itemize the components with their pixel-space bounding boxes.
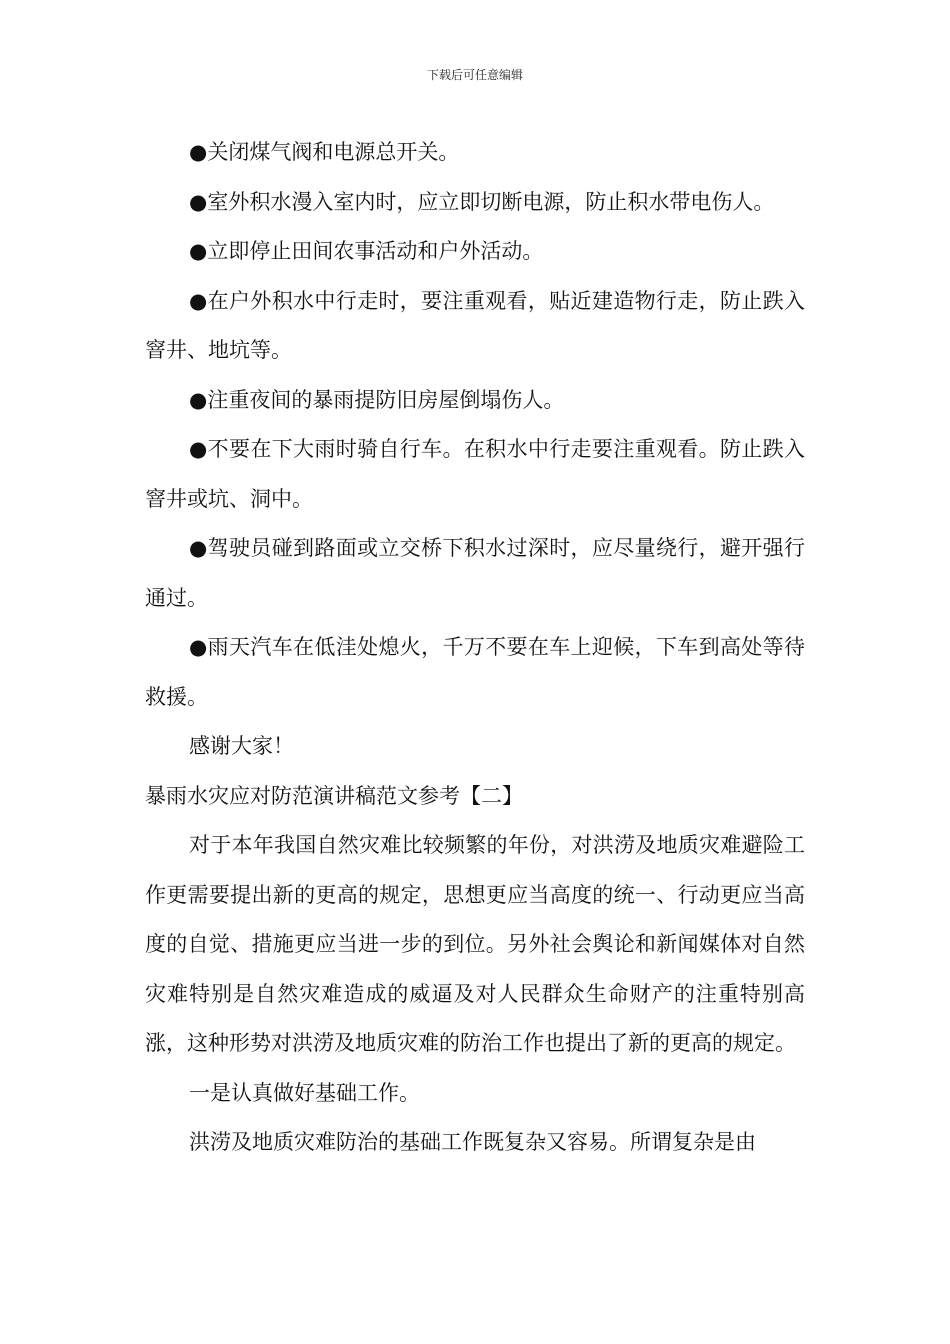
document-body xyxy=(145,128,805,1168)
paragraph-walk-in-water: ●在户外积水中行走时，要注重观看，贴近建造物行走，防止跌入窨井、地坑等。 xyxy=(145,288,805,362)
page-header-note: 下载后可任意编辑 xyxy=(426,68,523,82)
paragraph-cut-power: ●室外积水漫入室内时，应立即切断电源，防止积水带电伤人。 xyxy=(189,189,775,214)
paragraph-car-stall: ●雨天汽车在低洼处熄火，千万不要在车上迎候，下车到高处等待救援。 xyxy=(145,635,805,709)
paragraph-driver-detour: ●驾驶员碰到路面或立交桥下积水过深时，应尽量绕行，避开强行通过。 xyxy=(145,536,805,610)
paragraph-thanks: 感谢大家！ xyxy=(189,734,294,758)
paragraph-stop-outdoor-activity: ●立即停止田间农事活动和户外活动。 xyxy=(189,239,544,263)
section-title: 暴雨水灾应对防范演讲稿范文参考【二】 xyxy=(145,783,523,808)
paragraph-close-gas-valve: ●关闭煤气阀和电源总开关。 xyxy=(189,140,460,164)
paragraph-point-one: 一是认真做好基础工作。 xyxy=(189,1080,420,1105)
paragraph-basic-work: 洪涝及地质灾难防治的基础工作既复杂又容易。所谓复杂是由 xyxy=(189,1130,756,1154)
paragraph-intro: 对于本年我国自然灾难比较频繁的年份，对洪涝及地质灾难避险工作更需要提出新的更高的规定，思想更应当高度的统一、行动更应当高度的自觉、措施更应当进一步的到位。另外社会舆论和新闻媒体对自然灾难特别是自然灾难造成的威逼及对人民群众生命财产的注重特别高涨，这种形势对洪涝及地质灾难的防治工作也提出了新的更高的规定。 xyxy=(145,833,805,1055)
paragraph-no-cycling: ●不要在下大雨时骑自行车。在积水中行走要注重观看。防止跌入窨井或坑、洞中。 xyxy=(145,437,805,511)
paragraph-old-house-collapse: ●注重夜间的暴雨提防旧房屋倒塌伤人。 xyxy=(189,387,565,412)
